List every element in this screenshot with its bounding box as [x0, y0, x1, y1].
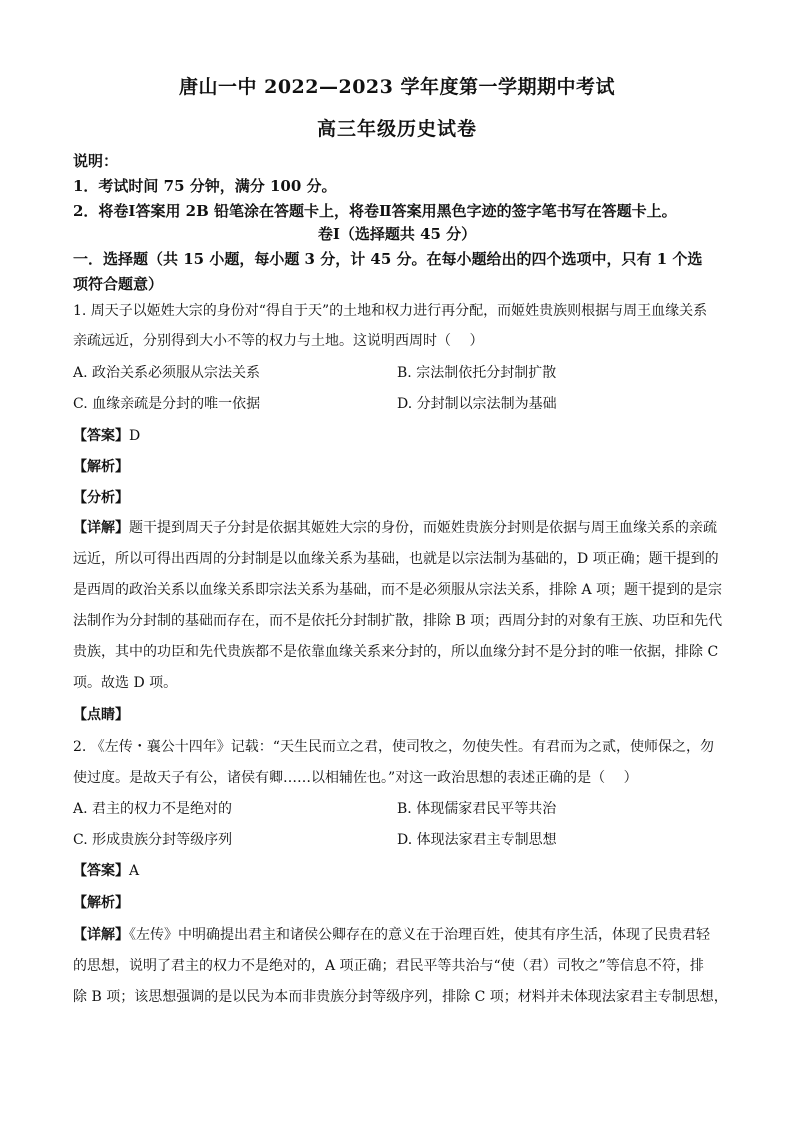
q2-detail-text1: 《左传》中明确提出君主和诸侯公卿存在的意义在于治理百姓，使其有序生活，体现了民贵君轻: [129, 927, 710, 943]
q1-detail-line3: 是西周的政治关系以血缘关系即宗法关系为基础，而不是必须服从宗法关系，排除 A 项；题干提到的是宗: [73, 582, 723, 598]
section-intro-line2: 项符合题意）: [73, 275, 164, 293]
q1-detail-line1: [73, 517, 717, 537]
q1-option-b: B. 宗法制依托分封制扩散: [397, 365, 557, 381]
q1-stem-line1: 1. 周天子以姬姓大宗的身份对“得自于天”的土地和权力进行再分配，而姬姓贵族则根据与周王血缘关系: [73, 303, 708, 319]
q2-detail-line2: 的思想，说明了君主的权力不是绝对的，A 项正确；君民平等共治与“使（君）司牧之”等信息不符，排: [73, 958, 704, 974]
q2-option-b: B. 体现儒家君民平等共治: [397, 801, 557, 817]
q1-analysis-label: 【解析】: [73, 459, 129, 475]
q2-analysis-label: 【解析】: [73, 895, 129, 911]
q2-detail-label: 【详解】: [73, 927, 129, 943]
q1-detail-label: 【详解】: [73, 520, 129, 536]
instruction-item-1: 1．考试时间 75 分钟，满分 100 分。: [73, 177, 337, 195]
q2-stem-line1: 2. 《左传・襄公十四年》记载：“天生民而立之君，使司牧之，勿使失性。有君而为之贰，使师保之，勿: [73, 739, 714, 755]
q2-answer-value: A: [129, 863, 140, 879]
q2-option-a: A. 君主的权力不是绝对的: [73, 801, 233, 817]
exam-title: 唐山一中 2022—2023 学年度第一学期期中考试: [179, 76, 615, 98]
q1-answer: [73, 425, 140, 445]
q1-dianjing-label: 【点睛】: [73, 707, 129, 723]
section-heading: 卷Ⅰ（选择题共 45 分）: [317, 225, 477, 243]
q1-stem-line2: 亲疏远近，分别得到大小不等的权力与土地。这说明西周时（ ）: [73, 333, 484, 349]
q1-option-c: C. 血缘亲疏是分封的唯一依据: [73, 396, 261, 412]
q2-answer-label: 【答案】: [73, 863, 129, 879]
q1-detail-line6: 项。故选 D 项。: [73, 675, 178, 691]
q2-detail-line1: [73, 924, 710, 944]
q1-detail-line2: 远近，所以可得出西周的分封制是以血缘关系为基础，也就是以宗法制为基础的，D 项正确；题干提到的: [73, 551, 719, 567]
q2-option-d: D. 体现法家君主专制思想: [397, 832, 557, 848]
q1-answer-value: D: [129, 428, 141, 444]
q2-detail-line3: 除 B 项；该思想强调的是以民为本而非贵族分封等级序列，排除 C 项；材料并未体现法家君主专制思想，: [73, 989, 728, 1005]
q2-option-c: C. 形成贵族分封等级序列: [73, 832, 233, 848]
q1-detail-text1: 题干提到周天子分封是依据其姬姓大宗的身份，而姬姓贵族分封则是依据与周王血缘关系的亲疏: [129, 520, 717, 536]
instructions-label: 说明：: [73, 152, 119, 170]
q1-detail-line5: 贵族，其中的功臣和先代贵族都不是依靠血缘关系来分封的，所以血缘分封不是分封的唯一依据，排除 C: [73, 644, 719, 660]
q1-fenxi-label: 【分析】: [73, 490, 129, 506]
section-intro-line1: 一．选择题（共 15 小题，每小题 3 分，计 45 分。在每小题给出的四个选项中，只有 1 个选: [73, 250, 703, 268]
exam-subtitle: 高三年级历史试卷: [316, 118, 477, 140]
q1-answer-label: 【答案】: [73, 428, 129, 444]
q1-option-d: D. 分封制以宗法制为基础: [397, 396, 557, 412]
q2-answer: [73, 860, 139, 880]
q1-detail-line4: 法制作为分封制的基础而存在，而不是依托分封制扩散，排除 B 项；西周分封的对象有王族、功臣和先代: [73, 613, 723, 629]
instruction-item-2: 2．将卷Ⅰ答案用 2B 铅笔涂在答题卡上，将卷Ⅱ答案用黑色字迹的签字笔书写在答题卡上。: [73, 202, 677, 220]
q2-stem-line2: 使过度。是故天子有公，诸侯有卿……以相辅佐也。”对这一政治思想的表述正确的是（ ）: [73, 770, 638, 786]
q1-option-a: A. 政治关系必须服从宗法关系: [73, 365, 261, 381]
